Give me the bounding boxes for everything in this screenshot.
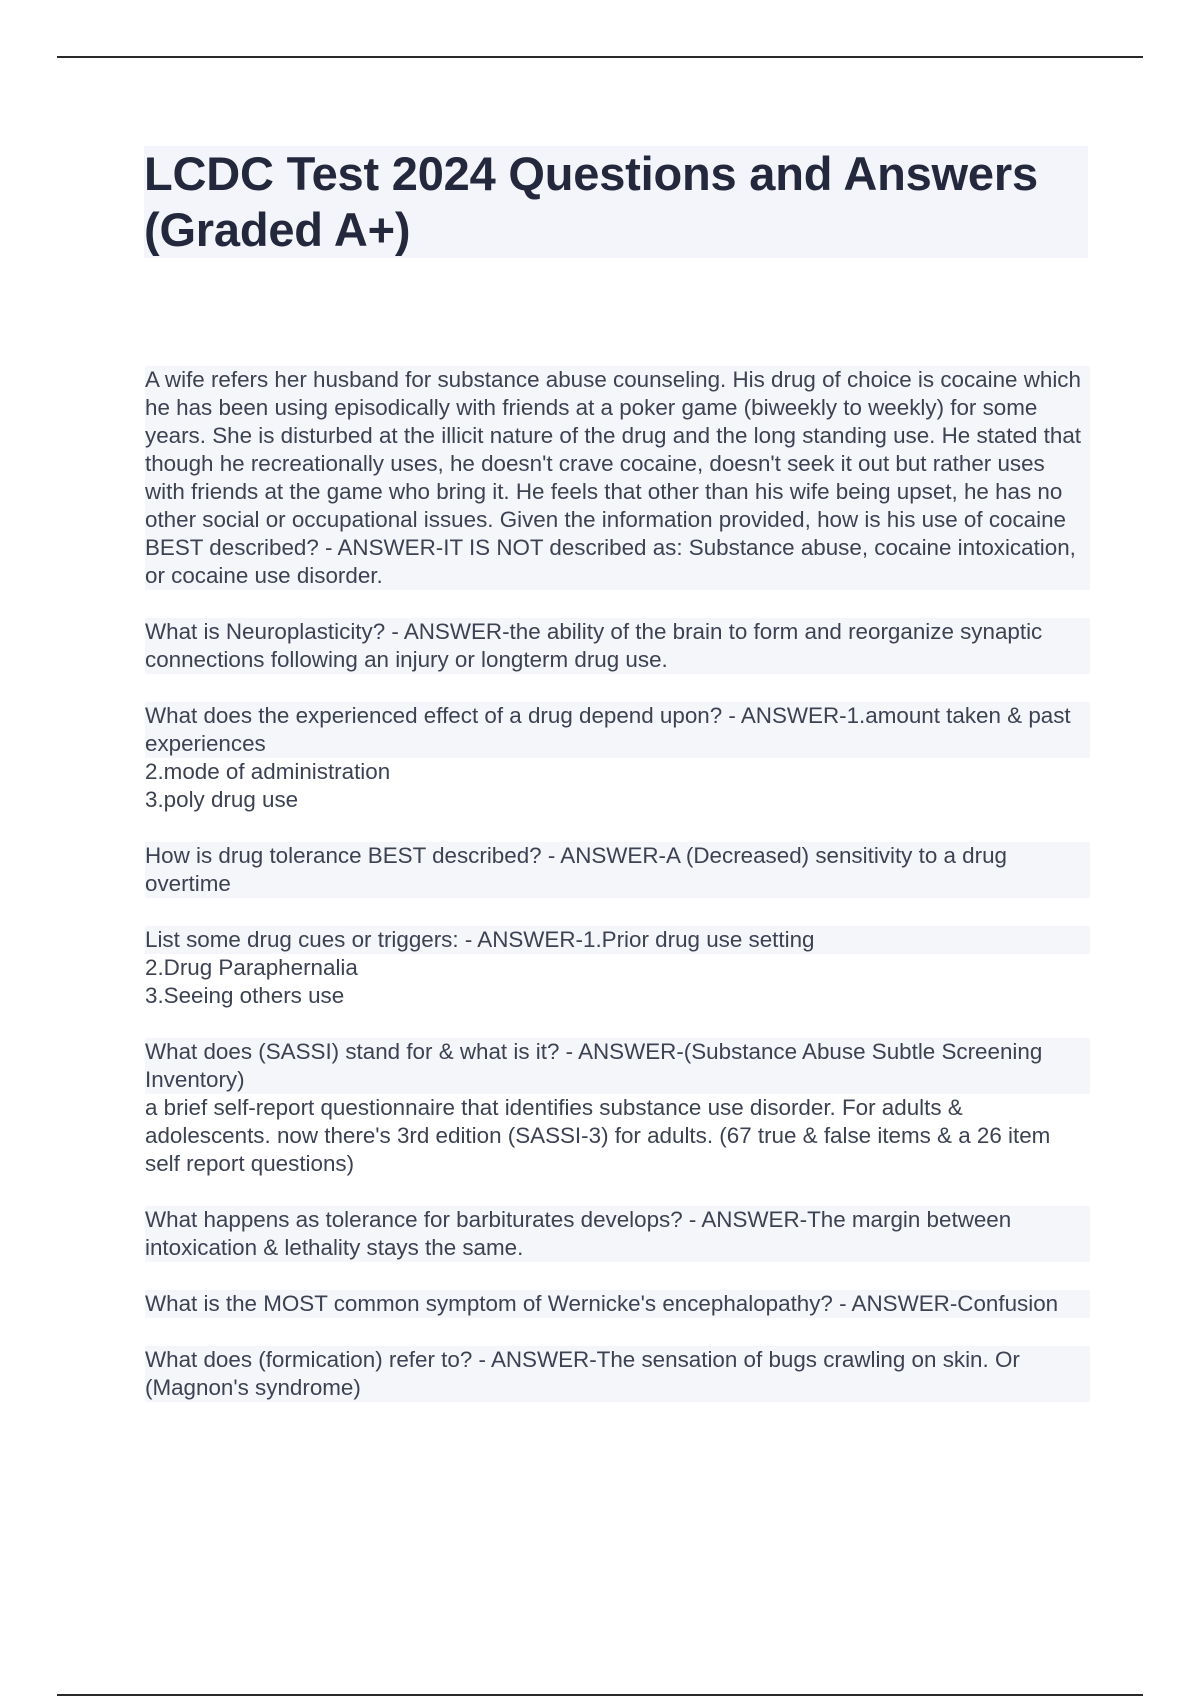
qa-item-8 xyxy=(145,1290,1090,1318)
qa-item-4 xyxy=(145,842,1090,898)
qa-item-7 xyxy=(145,1206,1090,1262)
qa-item-5-text: List some drug cues or triggers: - ANSWER-1.Prior drug use setting xyxy=(145,926,1090,954)
qa-item-7-text: What happens as tolerance for barbiturates develops? - ANSWER-The margin between intoxication & lethality stays the same. xyxy=(145,1206,1090,1262)
qa-item-1-text: A wife refers her husband for substance abuse counseling. His drug of choice is cocaine which he has been using episodically with friends at a poker game (biweekly to weekly) for some years. She is disturbed at the illicit nature of the drug and the long standing use. He stated that though he recreationally uses, he doesn't crave cocaine, doesn't seek it out but rather uses with friends at the game who bring it. He feels that other than his wife being upset, he has no other social or occupational issues. Given the information provided, how is his use of cocaine BEST described? - ANSWER-IT IS NOT described as: Substance abuse, cocaine intoxication, or cocaine use disorder. xyxy=(145,366,1090,590)
qa-item-4-text: How is drug tolerance BEST described? - ANSWER-A (Decreased) sensitivity to a drug overtime xyxy=(145,842,1090,898)
qa-item-2-text: What is Neuroplasticity? - ANSWER-the ability of the brain to form and reorganize synaptic connections following an injury or longterm drug use. xyxy=(145,618,1090,674)
qa-item-5-line-2: 2.Drug Paraphernalia xyxy=(145,955,358,980)
qa-item-3-text: What does the experienced effect of a drug depend upon? - ANSWER-1.amount taken & past experiences xyxy=(145,702,1090,758)
qa-item-6-text: What does (SASSI) stand for & what is it? - ANSWER-(Substance Abuse Subtle Screening Inventory) xyxy=(145,1038,1090,1094)
qa-item-1 xyxy=(145,366,1090,590)
top-rule xyxy=(57,56,1143,58)
qa-item-3-line-2: 2.mode of administration xyxy=(145,759,391,784)
bottom-rule xyxy=(57,1694,1143,1696)
qa-item-9 xyxy=(145,1346,1090,1402)
qa-item-5-line-3: 3.Seeing others use xyxy=(145,983,345,1008)
qa-item-2 xyxy=(145,618,1090,674)
title-block xyxy=(144,146,1088,258)
qa-item-6 xyxy=(145,1038,1090,1178)
qa-item-6-line-2: a brief self-report questionnaire that identifies substance use disorder. For adults & adolescents. now there's 3rd edition (SASSI-3) for adults. (67 true & false items & a 26 item self report questions) xyxy=(145,1095,1051,1176)
qa-item-8-text: What is the MOST common symptom of Wernicke's encephalopathy? - ANSWER-Confusion xyxy=(145,1290,1090,1318)
qa-item-5 xyxy=(145,926,1090,1010)
qa-list xyxy=(145,366,1090,1430)
document-title: LCDC Test 2024 Questions and Answers (Graded A+) xyxy=(144,147,1038,256)
qa-item-9-text: What does (formication) refer to? - ANSWER-The sensation of bugs crawling on skin. Or (Magnon's syndrome) xyxy=(145,1346,1090,1402)
qa-item-3-line-3: 3.poly drug use xyxy=(145,787,299,812)
qa-item-3 xyxy=(145,702,1090,814)
